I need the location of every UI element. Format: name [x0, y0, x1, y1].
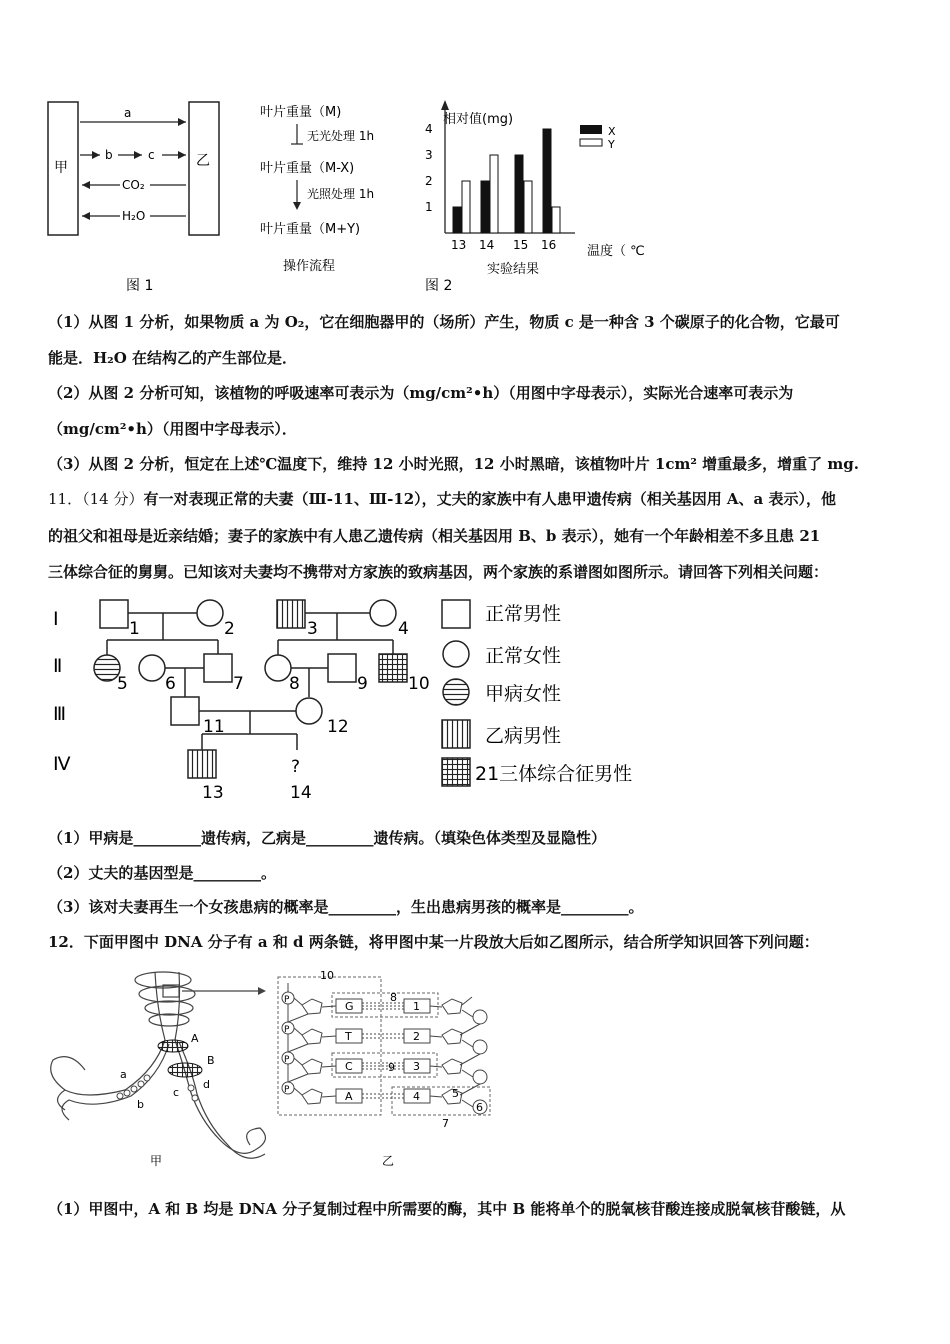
q10-part1-line2: 能是．H₂O 在结构乙的产生部位是．	[48, 349, 298, 367]
q10-part2-line1: （2）从图 2 分析可知，该植物的呼吸速率可表示为（mg/cm²•h）（用图中字母表示），实际光合速率可表示为	[48, 384, 794, 402]
arrow-c-label: c	[148, 148, 155, 162]
num-8: 8	[289, 674, 300, 694]
bar-y-15	[524, 181, 532, 233]
num-4: 4	[398, 619, 409, 639]
yi-base-A: A	[345, 1090, 353, 1103]
num-9: 9	[357, 674, 368, 694]
num-14: 14	[290, 783, 312, 803]
legend-label-x: X	[608, 125, 616, 138]
legend-swatch-x	[580, 125, 602, 134]
num-1: 1	[129, 619, 140, 639]
legend-normal-male: 正常男性	[485, 603, 562, 625]
legend-normal-female-symbol	[443, 641, 469, 667]
q-mark-14: ?	[291, 757, 301, 777]
yi-label-5: 5	[452, 1087, 459, 1100]
x-tick-16: 16	[541, 238, 557, 252]
gen-label-ii: Ⅱ	[53, 655, 63, 677]
yi-base-C: C	[345, 1060, 353, 1073]
bar-x-15	[515, 155, 523, 233]
yi-label-10: 10	[320, 969, 334, 982]
yi-base-T: T	[345, 1030, 352, 1043]
flow-step1: 叶片重量（M)	[260, 105, 342, 120]
q12-part1: （1）甲图中，A 和 B 均是 DNA 分子复制过程中所需要的酶，其中 B 能将单个的脱氧核苷酸连接成脱氧核苷酸链，从	[48, 1200, 846, 1218]
num-2: 2	[224, 619, 235, 639]
arrow-b-label: b	[105, 148, 113, 162]
q10-part2-line2: （mg/cm²•h）（用图中字母表示）．	[48, 420, 297, 438]
q11-number: 11．（14 分）	[48, 490, 144, 508]
bar-y-16	[552, 207, 560, 233]
chart-x-label: 温度（ ℃	[587, 244, 645, 259]
flow-step2: 叶片重量（M-X)	[260, 161, 355, 176]
fig2-subcaption: 实验结果	[487, 262, 540, 277]
yi-pair-2: 2	[413, 1030, 420, 1043]
num-7: 7	[233, 674, 244, 694]
figure-yi-dna-structure	[272, 965, 497, 1175]
person-2	[197, 600, 223, 626]
flow-proc2: 光照处理 1h	[307, 187, 375, 201]
gen-label-iii: Ⅲ	[53, 703, 67, 725]
x-tick-15: 15	[513, 238, 529, 252]
yi-pair-4: 4	[413, 1090, 420, 1103]
q11-stem-line1-text: 有一对表现正常的夫妻（Ⅲ-11、Ⅲ-12），丈夫的家族中有人患甲遗传病（相关基因用 A、a 表示），他	[143, 490, 836, 508]
yi-label-9: 9	[388, 1061, 395, 1074]
fig1-right-label: 乙	[196, 153, 210, 169]
num-13: 13	[202, 783, 224, 803]
q10-part1-line1: （1）从图 1 分析，如果物质 a 为 O₂，它在细胞器甲的（场所）产生，物质 c 是一种含 3 个碳原子的化合物，它最可	[48, 313, 840, 331]
yi-pair-1: 1	[413, 1000, 420, 1013]
legend-trisomy-male-symbol	[442, 758, 470, 786]
person-3	[277, 600, 305, 628]
person-12	[296, 698, 322, 724]
figure-1	[40, 95, 230, 295]
fig1-caption: 图 1	[126, 278, 154, 294]
legend-trisomy-male: 21三体综合征男性	[475, 763, 633, 785]
bar-y-13	[462, 181, 470, 233]
h2o-label: H₂O	[122, 209, 146, 223]
person-1	[100, 600, 128, 628]
bar-x-14	[481, 181, 489, 233]
bar-x-16	[543, 129, 551, 233]
q11-stem-line2: 的祖父和祖母是近亲结婚；妻子的家族中有人患乙遗传病（相关基因用 B、b 表示），她有一个年龄相差不多且患 21	[48, 527, 821, 545]
y-tick-3: 3	[425, 148, 433, 162]
yi-base-G: G	[345, 1000, 354, 1013]
legend-disease-a-female-symbol	[443, 679, 469, 705]
legend-normal-female: 正常女性	[485, 645, 562, 667]
arrow-a-label: a	[124, 106, 132, 120]
fig1-left-label: 甲	[54, 160, 68, 176]
jia-label-A: A	[191, 1032, 199, 1045]
yi-pair-3: 3	[413, 1060, 420, 1073]
num-12: 12	[327, 717, 349, 737]
operation-flow	[255, 100, 405, 280]
person-8	[265, 655, 291, 681]
y-tick-2: 2	[425, 174, 433, 188]
legend-normal-male-symbol	[442, 600, 470, 628]
chart-y-label: 相对值(mg)	[443, 112, 514, 127]
person-10	[379, 654, 407, 682]
person-9	[328, 654, 356, 682]
num-6: 6	[165, 674, 176, 694]
num-3: 3	[307, 619, 318, 639]
yi-label-7: 7	[442, 1117, 449, 1130]
flow-caption: 操作流程	[283, 259, 336, 274]
q11-answer-1: （1）甲病是_________遗传病，乙病是_________遗传病。（填染色体类型及显隐性）	[48, 829, 606, 847]
num-5: 5	[117, 674, 128, 694]
figure-2-chart	[415, 98, 665, 293]
yi-label-8: 8	[390, 991, 397, 1004]
q10-part3: （3）从图 2 分析，恒定在上述℃温度下，维持 12 小时光照，12 小时黑暗，该植物叶片 1cm² 增重最多，增重了 mg.	[48, 455, 859, 473]
q11-answer-2: （2）丈夫的基因型是_________。	[48, 864, 276, 882]
person-4	[370, 600, 396, 626]
jia-label-d: d	[203, 1078, 210, 1091]
person-13	[188, 750, 216, 778]
y-tick-1: 1	[425, 200, 433, 214]
legend-swatch-y	[580, 139, 602, 146]
legend-disease-b-male-symbol	[442, 720, 470, 748]
person-6	[139, 655, 165, 681]
x-tick-13: 13	[451, 238, 467, 252]
yi-caption: 乙	[382, 1154, 395, 1168]
jia-label-c: c	[173, 1086, 180, 1099]
gen-label-iv: Ⅳ	[53, 753, 71, 775]
yi-P-1: P	[284, 995, 290, 1005]
legend-disease-b-male: 乙病男性	[485, 725, 562, 747]
yi-label-6: 6	[476, 1101, 483, 1114]
person-11	[171, 697, 199, 725]
flow-step3: 叶片重量（M+Y)	[260, 222, 361, 237]
num-11: 11	[203, 717, 225, 737]
q11-stem-line1	[48, 489, 836, 509]
enlarge-arrow	[180, 985, 270, 997]
legend-label-y: Y	[608, 138, 615, 151]
fig2-caption: 图 2	[425, 278, 453, 293]
num-10: 10	[408, 674, 430, 694]
legend-disease-a-female: 甲病女性	[485, 683, 562, 705]
x-tick-14: 14	[479, 238, 495, 252]
yi-P-4: P	[284, 1085, 290, 1095]
q12-stem: 12．下面甲图中 DNA 分子有 a 和 d 两条链，将甲图中某一片段放大后如乙图所示，结合所学知识回答下列问题：	[48, 933, 819, 951]
jia-label-a: a	[120, 1068, 127, 1081]
yi-P-2: P	[284, 1025, 290, 1035]
bar-y-14	[490, 155, 498, 233]
jia-caption: 甲	[150, 1154, 163, 1168]
gen-label-i: Ⅰ	[53, 608, 59, 630]
q11-stem-line3: 三体综合征的舅舅。已知该对夫妻均不携带对方家族的致病基因，两个家族的系谱图如图所示。请回答下列相关问题：	[48, 563, 829, 581]
jia-label-b: b	[137, 1098, 144, 1111]
jia-label-B: B	[207, 1054, 215, 1067]
y-tick-4: 4	[425, 122, 433, 136]
bar-x-13	[453, 207, 461, 233]
pedigree-chart	[45, 592, 670, 807]
q11-answer-3: （3）该对夫妻再生一个女孩患病的概率是_________，生出患病男孩的概率是_________。	[48, 898, 644, 916]
yi-P-3: P	[284, 1055, 290, 1065]
flow-proc1: 无光处理 1h	[307, 129, 375, 143]
person-7	[204, 654, 232, 682]
co2-label: CO₂	[122, 178, 145, 192]
